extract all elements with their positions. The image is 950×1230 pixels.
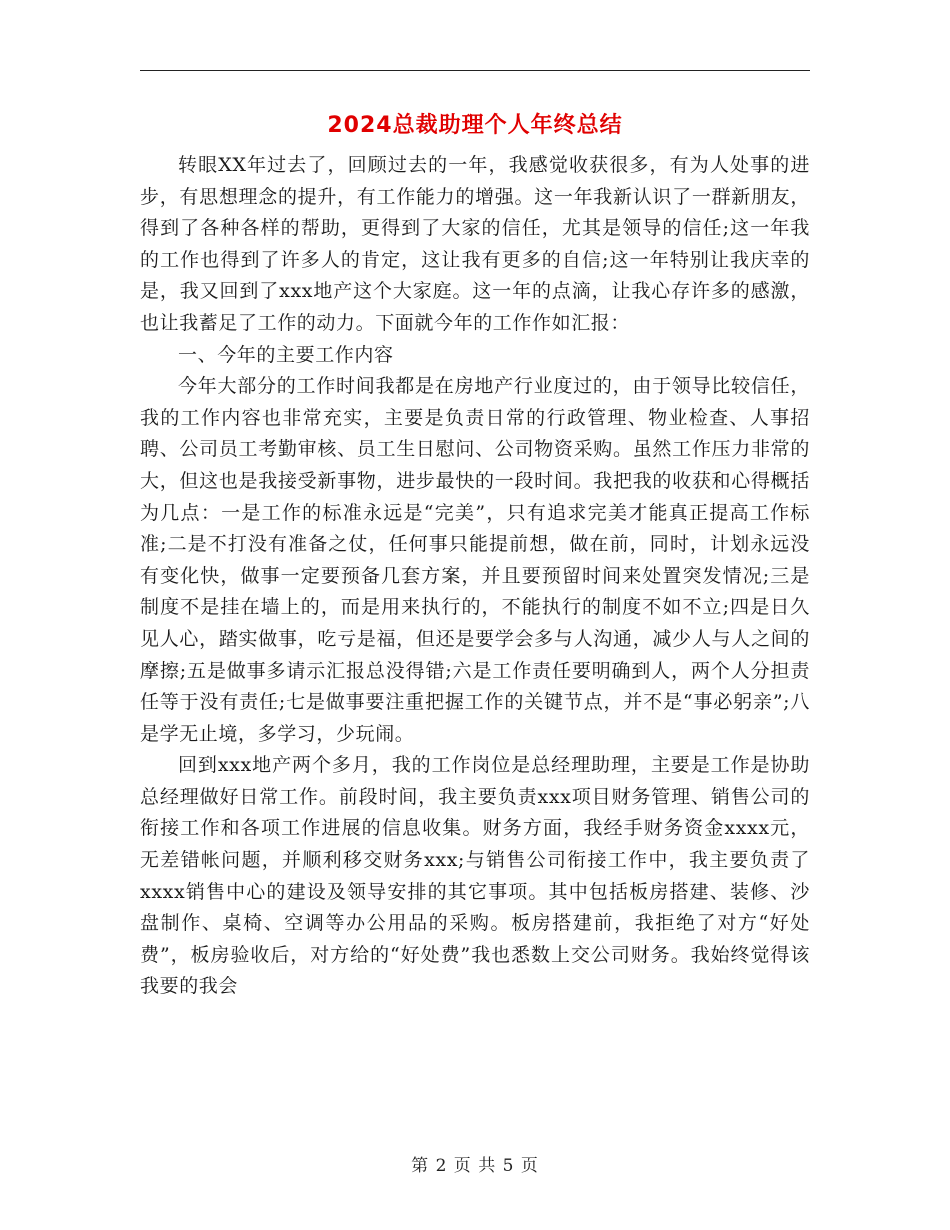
document-body <box>140 150 810 1003</box>
paragraph-return: 回到xxx地产两个多月，我的工作岗位是总经理助理，主要是工作是协助总经理做好日常工作。前段时间，我主要负责xxx项目财务管理、销售公司的衔接工作和各项工作进展的信息收集。财务方面，我经手财务资金xxxx元，无差错帐问题，并顺利移交财务xxx;与销售公司衔接工作中，我主要负责了xxxx销售中心的建设及领导安排的其它事项。其中包括板房搭建、装修、沙盘制作、桌椅、空调等办公用品的采购。板房搭建前，我拒绝了对方“好处费”，板房验收后，对方给的“好处费”我也悉数上交公司财务。我始终觉得该我要的我会 <box>140 754 810 998</box>
page-number-footer: 第 2 页 共 5 页 <box>411 1156 539 1176</box>
section-heading: 一、今年的主要工作内容 <box>178 343 394 366</box>
document-title: 2024总裁助理个人年终总结 <box>327 113 623 138</box>
paragraph-main-work: 今年大部分的工作时间我都是在房地产行业度过的，由于领导比较信任，我的工作内容也非常充实，主要是负责日常的行政管理、物业检查、人事招聘、公司员工考勤审核、员工生日慰问、公司物资采购。虽然工作压力非常的大，但这也是我接受新事物，进步最快的一段时间。我把我的收获和心得概括为几点：一是工作的标准永远是“完美”，只有追求完美才能真正提高工作标准;二是不打没有准备之仗，任何事只能提前想，做在前，同时，计划永远没有变化快，做事一定要预备几套方案，并且要预留时间来处置突发情况;三是制度不是挂在墙上的，而是用来执行的，不能执行的制度不如不立;四是日久见人心，踏实做事，吃亏是福，但还是要学会多与人沟通，减少人与人之间的摩擦;五是做事多请示汇报总没得错;六是工作责任要明确到人，两个人分担责任等于没有责任;七是做事要注重把握工作的关键节点，并不是“事必躬亲”;八是学无止境，多学习，少玩闹。 <box>140 375 810 745</box>
header-rule <box>140 70 810 71</box>
paragraph-intro: 转眼XX年过去了，回顾过去的一年，我感觉收获很多，有为人处事的进步，有思想理念的提升，有工作能力的增强。这一年我新认识了一群新朋友，得到了各种各样的帮助，更得到了大家的信任，尤其是领导的信任;这一年我的工作也得到了许多人的肯定，这让我有更多的自信;这一年特别让我庆幸的是，我又回到了xxx地产这个大家庭。这一年的点滴，让我心存许多的感激，也让我蓄足了工作的动力。下面就今年的工作作如汇报： <box>140 154 810 334</box>
